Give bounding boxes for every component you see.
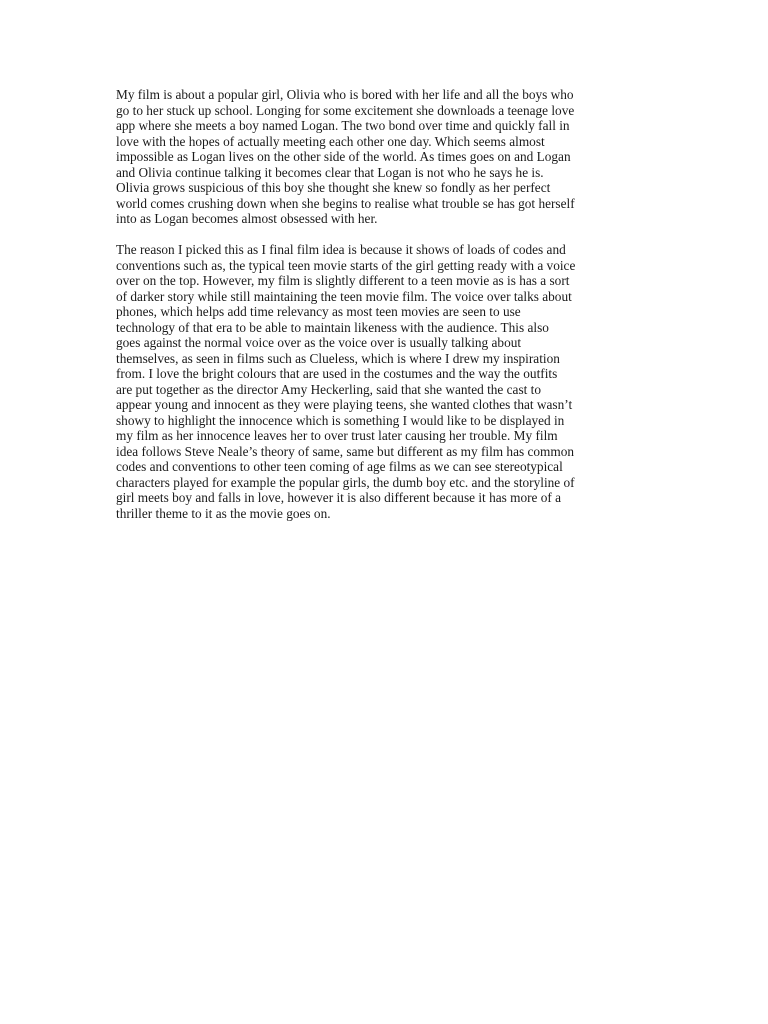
document-body [116, 87, 662, 537]
paragraph-rationale: The reason I picked this as I final film idea is because it shows of loads of codes and conventions such as, the typical teen movie starts of the girl getting ready with a voice over on the top. However, my film is slightly different to a teen movie as is has a sort of darker story while still maintaining the teen movie film. The voice over talks about phones, which helps add time relevancy as most teen movies are seen to use technology of that era to be able to maintain likeness with the audience. This also goes against the normal voice over as the voice over is usually talking about themselves, as seen in films such as Clueless, which is where I drew my inspiration from. I love the bright colours that are used in the costumes and the way the outfits are put together as the director Amy Heckerling, said that she wanted the cast to appear young and innocent as they were playing teens, she wanted clothes that wasn’t showy to highlight the innocence which is something I would like to be displayed in my film as her innocence leaves her to over trust later causing her trouble. My film idea follows Steve Neale’s theory of same, same but different as my film has common codes and conventions to other teen coming of age films as we can see stereotypical characters played for example the popular girls, the dumb boy etc. and the storyline of girl meets boy and falls in love, however it is also different because it has more of a thriller theme to it as the movie goes on. [116, 242, 576, 521]
paragraph-synopsis: My film is about a popular girl, Olivia who is bored with her life and all the boys who go to her stuck up school. Longing for some excitement she downloads a teenage love app where she meets a boy named Logan. The two bond over time and quickly fall in love with the hopes of actually meeting each other one day. Which seems almost impossible as Logan lives on the other side of the world. As times goes on and Logan and Olivia continue talking it becomes clear that Logan is not who he says he is. Olivia grows suspicious of this boy she thought she knew so fondly as her perfect world comes crushing down when she begins to realise what trouble se has got herself into as Logan becomes almost obsessed with her. [116, 87, 575, 226]
